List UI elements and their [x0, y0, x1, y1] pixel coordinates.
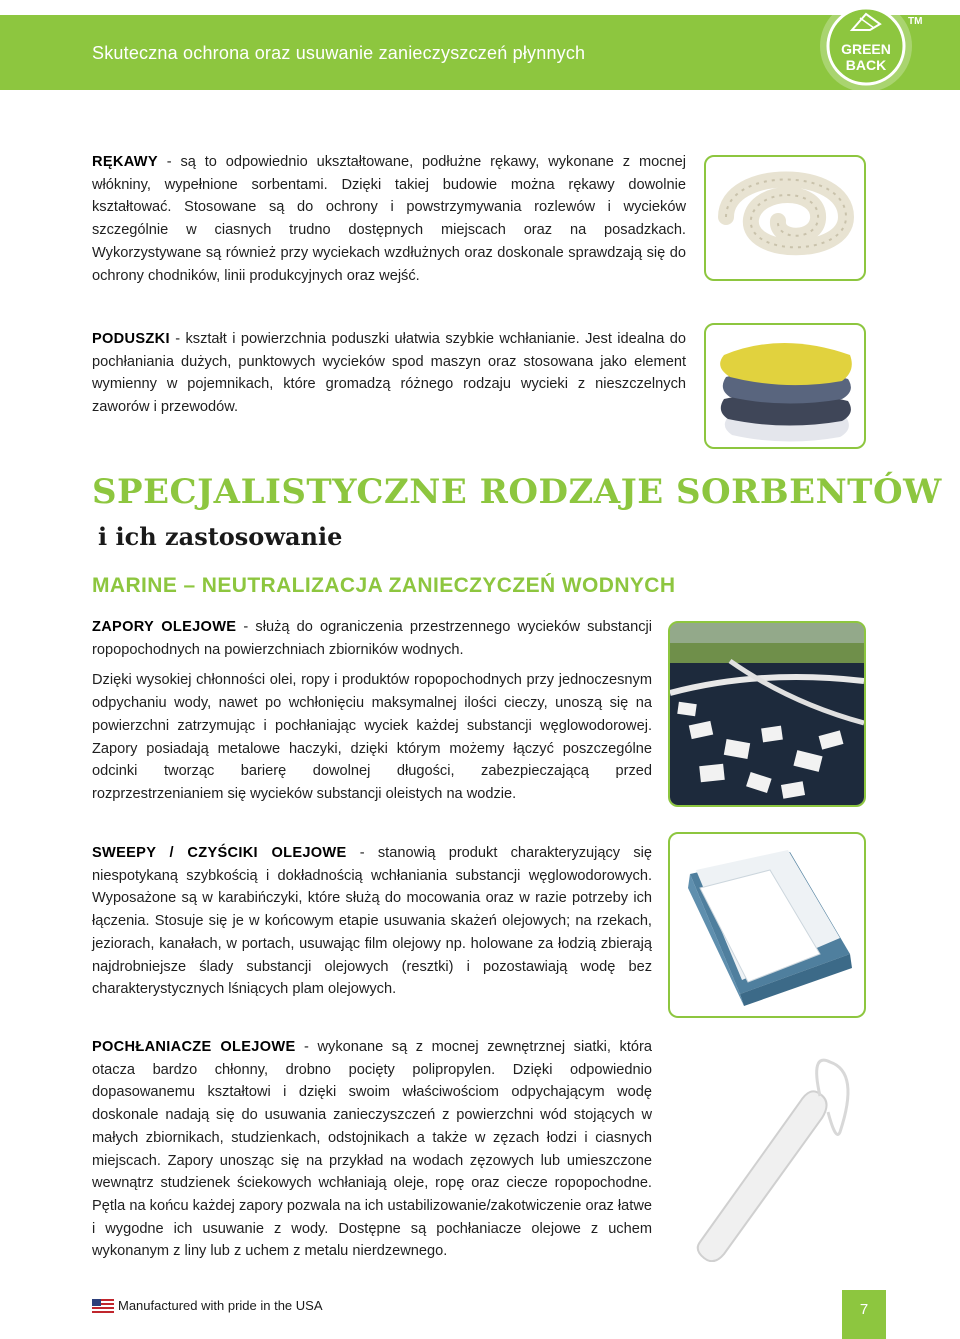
section-heading: SPECJALISTYCZNE RODZAJE SORBENTÓW	[92, 472, 942, 512]
rekawy-text: - są to odpowiednio ukształtowane, podłużne rękawy, wykonane z mocnej włókniny, wypełnione sorbentami. Dzięki takiej budowie można rękawy dowolnie kształtować. Stosowane są do ochrony i powstrzymywania rozlewów i wycieków szczególnie w ciasnych trudno dostępnych miejscach oraz na posadzkach. Wykorzystywane są również przy wyciekach wzdłużnych oraz doskonale sprawdzają się do ochrony chodników, linii produkcyjnych oraz wejść.	[92, 154, 686, 284]
logo-text-back: BACK	[845, 57, 887, 73]
section-zapory	[92, 616, 652, 814]
poduszki-paragraph	[92, 328, 686, 419]
green-back-logo-icon	[812, 0, 923, 100]
section-sweepy	[92, 842, 652, 1009]
rekawy-lead: RĘKAWY	[92, 154, 158, 170]
zapory-paragraph-1	[92, 616, 652, 661]
pochlaniacze-paragraph	[92, 1036, 652, 1263]
poduszki-text: - kształt i powierzchnia poduszki ułatwia szybkie wchłanianie. Jest idealna do pochłaniania dużych, punktowych wycieków spod maszyn oraz stosowana jako element wymienny w pojemnikach, które gromadzą różnego rodzaju wycieki z nieszczelnych zaworów i przewodów.	[92, 331, 686, 416]
poduszki-lead: PODUSZKI	[92, 331, 170, 347]
footer-text: Manufactured with pride in the USA	[118, 1298, 323, 1313]
section-pochlaniacze	[92, 1036, 652, 1271]
usa-flag-icon	[92, 1299, 114, 1313]
pochlaniacze-image	[668, 1040, 866, 1264]
zapory-lead: ZAPORY OLEJOWE	[92, 619, 237, 635]
section-rekawy	[92, 151, 686, 295]
section-subheading: i ich zastosowanie	[98, 522, 343, 551]
header-title: Skuteczna ochrona oraz usuwanie zanieczyszczeń płynnych	[92, 43, 586, 63]
zapory-image	[668, 621, 866, 807]
zapory-text-1: - służą do ograniczenia przestrzennego wycieków substancji ropopochodnych na powierzchniach zbiorników wodnych.	[92, 619, 652, 658]
page-number: 7	[842, 1290, 886, 1339]
rekawy-paragraph	[92, 151, 686, 287]
sweepy-text: - stanowią produkt charakteryzujący się niespotykaną szybkością i dokładnością wchłaniania substancji węglowodorowych. Wyposażone są w karabińczyki, które służą do mocowania oraz w razie potrzeby ich łączenia. Stosuje się je w końcowym etapie usuwania skażeń olejowych; na rzekach, jeziorach, kanałach, w portach, usuwając film olejowy np. holowane za łodzią zbierają najdrobniejsze ślady substancji olejowych (resztki) i pozostawiają wodę bez charakterystycznych lśniących plam olejowych.	[92, 845, 652, 998]
pochlaniacze-text: - wykonane są z mocnej zewnętrznej siatki, która otacza bardzo chłonny, drobno pocięty polipropylen. Dzięki odpowiednio dopasowanemu kształtowi i dzięki swoim właściwościom odpychającym wodę doskonale nadają się do usuwania zanieczyszczeń z powierzchni wód stojących w małych zbiornikach, studzienkach, odstojnikach a także w zęzach łodzi i ciasnych miejscach. Zapory unosząc się na przykład na wodach zęzowych lub umieszczone wewnątrz studzienek ściekowych wchłaniają oleje, ropę oraz ciecze ropopochodne. Pętla na końcu każdej zapory pozwala na ich ustabilizowanie/zakotwiczenie oraz łatwe i wygodne ich usuwanie z wody. Dostępne są pochłaniacze olejowe z uchem wykonanym z liny lub z uchem z metalu nierdzewnego.	[92, 1039, 652, 1260]
poduszki-image	[704, 323, 866, 449]
trademark-mark: TM	[908, 16, 923, 27]
marine-heading: MARINE – NEUTRALIZACJA ZANIECZYCZEŃ WODNYCH	[92, 574, 676, 597]
sweepy-paragraph	[92, 842, 652, 1001]
rekawy-image	[704, 155, 866, 281]
sweepy-image	[668, 832, 866, 1018]
zapory-paragraph-2: Dzięki wysokiej chłonności olei, ropy i produktów ropopochodnych przy jednoczesnym odpychaniu wody, nawet po wchłonięciu maksymalnej ilości cieczy, unoszą się na powierzchni zatrzymując i pochłaniając wyciek każdej substancji węglowodorowej. Zapory posiadają metalowe haczyki, dzięki którym możemy łączyć poszczególne odcinki tworząc barierę dowolnej długości, zabezpieczającą przed rozprzestrzenianiem się wycieków substancji oleistych na wodzie.	[92, 672, 652, 802]
logo-text-green: GREEN	[841, 41, 891, 57]
pochlaniacze-lead: POCHŁANIACZE OLEJOWE	[92, 1039, 296, 1055]
sweepy-lead: SWEEPY / CZYŚCIKI OLEJOWE	[92, 845, 347, 861]
section-poduszki	[92, 328, 686, 427]
